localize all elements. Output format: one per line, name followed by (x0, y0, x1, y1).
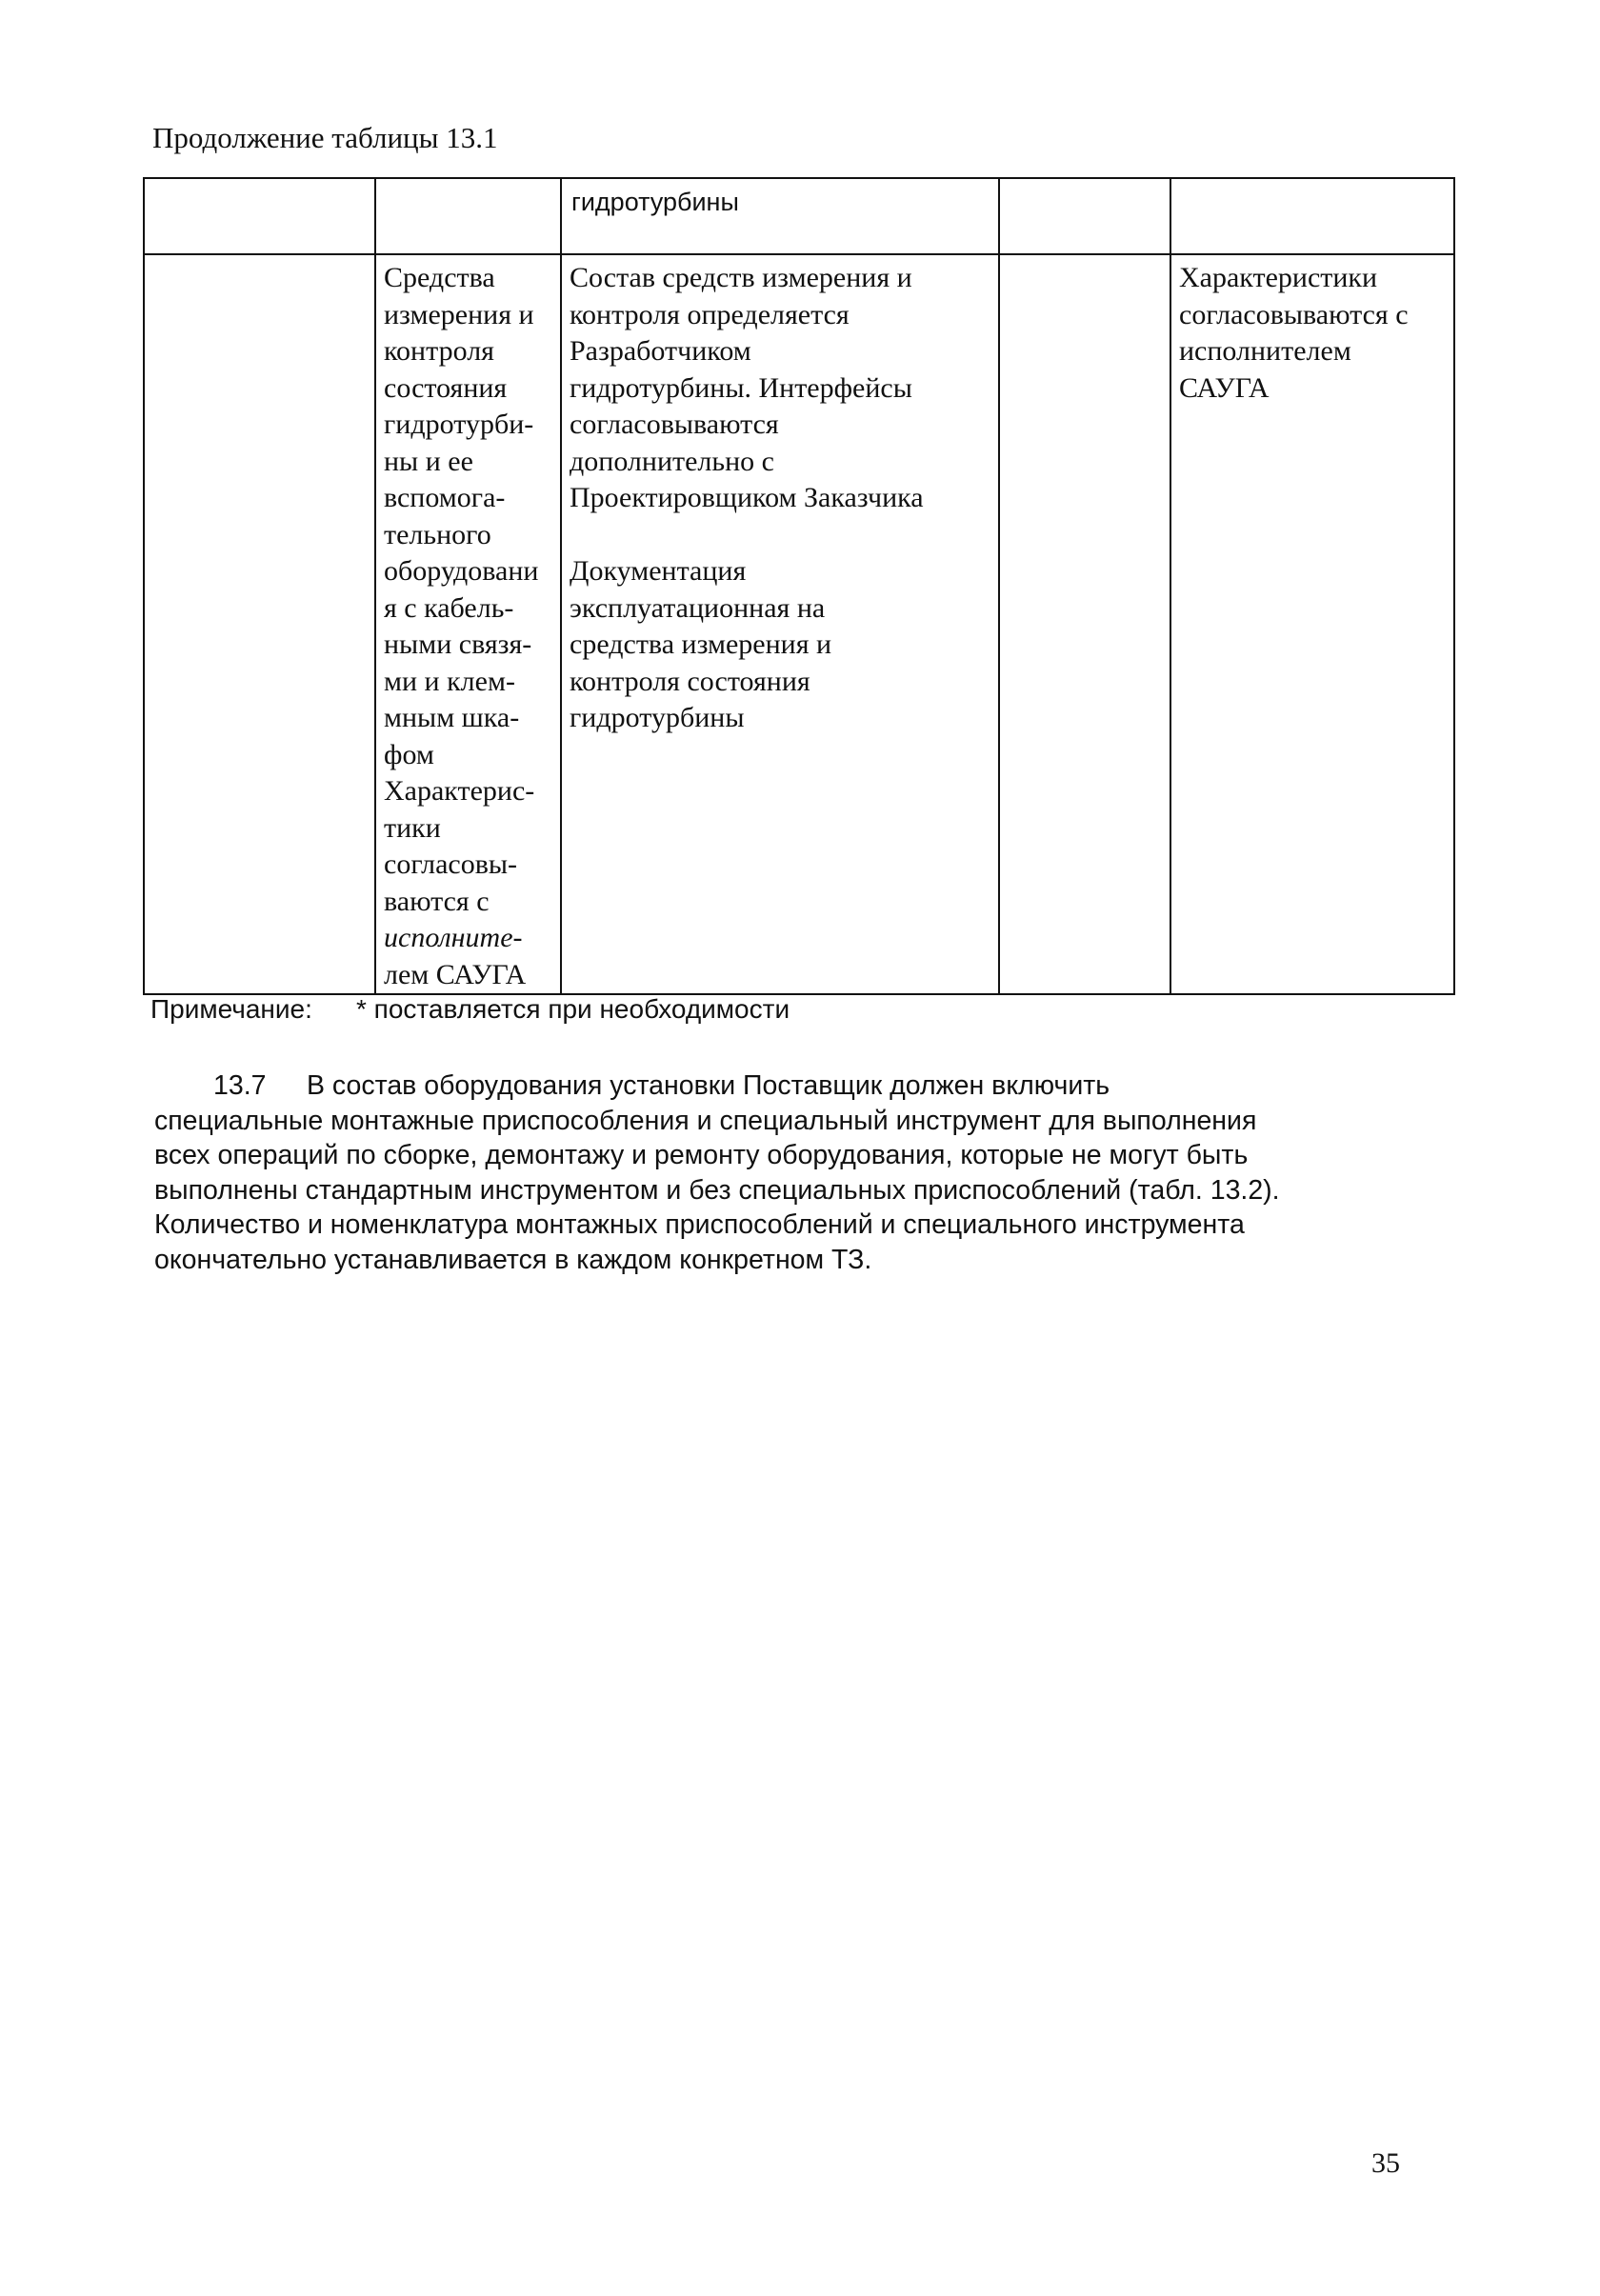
cell-line: оборудовани (384, 555, 539, 587)
cell-line: мным шка- (384, 702, 520, 733)
cell-line: Проектировщиком Заказчика (570, 482, 924, 513)
cell-line: гидротурби- (384, 409, 534, 440)
cell-line: лем САУГА (384, 958, 527, 990)
remarks-text (1171, 255, 1453, 407)
cell-line: Средства (384, 262, 495, 293)
table-cell-remarks (1170, 254, 1454, 994)
cell-line: Характерис- (384, 775, 535, 807)
table-cell-empty (1170, 178, 1454, 254)
cell-line: тики (384, 811, 441, 844)
note-label: Примечание: (150, 994, 312, 1024)
cell-line: исполните- (384, 922, 523, 953)
cell-line: тельного (384, 518, 491, 550)
paragraph-line: выполнены стандартным инструментом и без специальных приспособлений (табл. 13.2). (154, 1174, 1280, 1206)
page-number: 35 (1371, 2147, 1400, 2179)
table-cell-description (561, 178, 999, 254)
paragraph-number: 13.7 (213, 1070, 267, 1101)
cell-line: исполнителем (1179, 335, 1351, 367)
cell-line: дополнительно с (570, 445, 774, 477)
cell-line: я с кабель- (384, 591, 514, 624)
table-row (144, 254, 1454, 994)
cell-line: средства измерения и (570, 629, 832, 660)
cell-text: гидротурбины (571, 188, 739, 216)
paragraph-line: Количество и номенклатура монтажных приспособлений и специального инструмента (154, 1209, 1245, 1240)
cell-line: гидротурбины. Интерфейсы (570, 371, 912, 404)
cell-line: ны и ее (384, 445, 473, 477)
cell-line: согласовываются с (1179, 298, 1409, 330)
cell-line: Состав средств измерения и (570, 262, 912, 293)
table-cell-empty (144, 254, 375, 994)
description-text (562, 255, 998, 737)
cell-line: вспомога- (384, 482, 506, 513)
table-cell-empty (999, 178, 1170, 254)
cell-line: Документация (570, 555, 747, 587)
paragraph-line: В состав оборудования установки Поставщик должен включить (307, 1070, 1110, 1101)
table-caption: Продолжение таблицы 13.1 (152, 121, 498, 154)
cell-line: фом (384, 738, 434, 770)
cell-line: эксплуатационная на (570, 591, 826, 624)
paragraph-first-line (154, 1068, 1411, 1104)
continued-table (143, 177, 1455, 995)
block-spacer (570, 517, 994, 554)
cell-line: Разработчиком (570, 335, 751, 367)
table-row (144, 178, 1454, 254)
table-cell-empty (999, 254, 1170, 994)
paragraph-line: всех операций по сборке, демонтажу и ремонту оборудования, которые не могут быть (154, 1140, 1249, 1170)
cell-line: контроля состояния (570, 665, 810, 697)
cell-line: САУГА (1179, 371, 1270, 404)
cell-line: измерения и (384, 298, 534, 330)
cell-line: контроля (384, 335, 494, 367)
cell-line: Характеристики (1179, 262, 1378, 293)
cell-line: согласовываются (570, 409, 779, 440)
table-note (150, 992, 790, 1028)
cell-line: состояния (384, 371, 508, 404)
cell-line: согласовы- (384, 849, 518, 880)
cell-line: ми и клем- (384, 665, 515, 697)
cell-line: контроля определяется (570, 298, 850, 330)
table-cell-empty (144, 178, 375, 254)
paragraph-line: окончательно устанавливается в каждом конкретном ТЗ. (154, 1244, 872, 1275)
item-name-text (376, 255, 560, 993)
table-cell-item-name (375, 254, 561, 994)
note-text: * поставляется при необходимости (356, 994, 790, 1024)
table-cell-description (561, 254, 999, 994)
cell-line: ными связя- (384, 629, 532, 660)
cell-line: гидротурбины (570, 702, 745, 733)
table-cell-empty (375, 178, 561, 254)
paragraph-line: специальные монтажные приспособления и специальный инструмент для выполнения (154, 1105, 1257, 1136)
paragraph-13-7 (154, 1068, 1411, 1277)
cell-line: ваются с (384, 885, 490, 917)
